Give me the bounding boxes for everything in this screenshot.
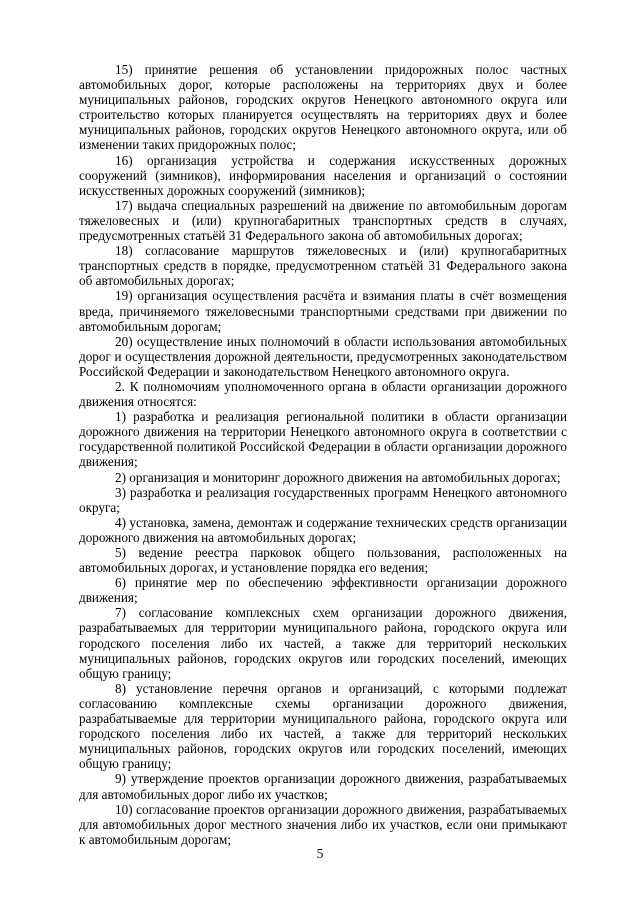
paragraph-item-15: 15) принятие решения об установлении придорожных полос частных автомобильных дорог, которые расположены на территориях двух и более муниципальных районов, городских округов Ненецкого автономного округа или строительство которых планируется осуществлять на территориях двух и более муниципальных районов, городских округов Ненецкого автономного округа, или об изменении таких придорожных полос; <box>79 62 567 153</box>
paragraph-item-17: 17) выдача специальных разрешений на движение по автомобильным дорогам тяжеловесных и (или) крупногабаритных транспортных средств в случаях, предусмотренных статьёй 31 Федерального закона об автомобильных дорогах; <box>79 197 567 244</box>
paragraph-subitem-5: 5) ведение реестра парковок общего пользования, расположенных на автомобильных дорогах, и установление порядка его ведения; <box>79 545 567 576</box>
paragraph-subitem-2: 2) организация и мониторинг дорожного движения на автомобильных дорогах; <box>115 469 561 485</box>
paragraph-item-18: 18) согласование маршрутов тяжеловесных и (или) крупногабаритных транспортных средств в порядке, предусмотренном статьёй 31 Федерального закона об автомобильных дорогах; <box>79 243 567 289</box>
paragraph-subitem-4: 4) установка, замена, демонтаж и содержание технических средств организации дорожного движения на автомобильных дорогах; <box>79 514 567 545</box>
paragraph-subitem-9: 9) утверждение проектов организации дорожного движения, разрабатываемых для автомобильных дорог либо их участков; <box>79 771 567 802</box>
paragraph-subitem-8: 8) установление перечня органов и организаций, с которыми подлежат согласованию комплексные схемы организации дорожного движения, разрабатываемые для территории муниципального района, городского округа или городского поселения либо их частей, а также для территорий нескольких муниципальных районов, городских округов или городских поселений, имеющих общую границу; <box>79 680 567 772</box>
paragraph-subitem-6: 6) принятие мер по обеспечению эффективности организации дорожного движения; <box>79 575 567 606</box>
paragraph-subitem-3: 3) разработка и реализация государственных программ Ненецкого автономного округа; <box>79 484 567 515</box>
paragraph-item-20: 20) осуществление иных полномочий в области использования автомобильных дорог и осуществления дорожной деятельности, предусмотренных законодательством Российской Федерации и законодательством Ненецкого автономного округа. <box>79 333 567 379</box>
paragraph-subitem-7: 7) согласование комплексных схем организации дорожного движения, разрабатываемых для территории муниципального района, городского округа или городского поселения либо их частей, а также для территорий нескольких муниципальных районов, городских округов или городских поселений, имеющих общую границу; <box>79 605 567 681</box>
paragraph-item-16: 16) организация устройства и содержания искусственных дорожных сооружений (зимников), информирования населения и организаций о состоянии искусственных дорожных сооружений (зимников); <box>79 152 567 198</box>
paragraph-item-19: 19) организация осуществления расчёта и взимания платы в счёт возмещения вреда, причиняемого тяжеловесными транспортными средствами при движении по автомобильным дорогам; <box>79 288 567 334</box>
document-body <box>79 62 567 847</box>
paragraph-section-2-intro: 2. К полномочиям уполномоченного органа в области организации дорожного движения относятся: <box>79 378 567 410</box>
paragraph-subitem-10: 10) согласование проектов организации дорожного движения, разрабатываемых для автомобильных дорог местного значения либо их участков, если они примыкают к автомобильным дорогам; <box>79 801 567 847</box>
page-number: 5 <box>316 846 324 861</box>
paragraph-subitem-1: 1) разработка и реализация региональной политики в области организации дорожного движения на территории Ненецкого автономного округа в соответствии с государственной политикой Российской Федерации в области организации дорожного движения; <box>79 409 567 470</box>
